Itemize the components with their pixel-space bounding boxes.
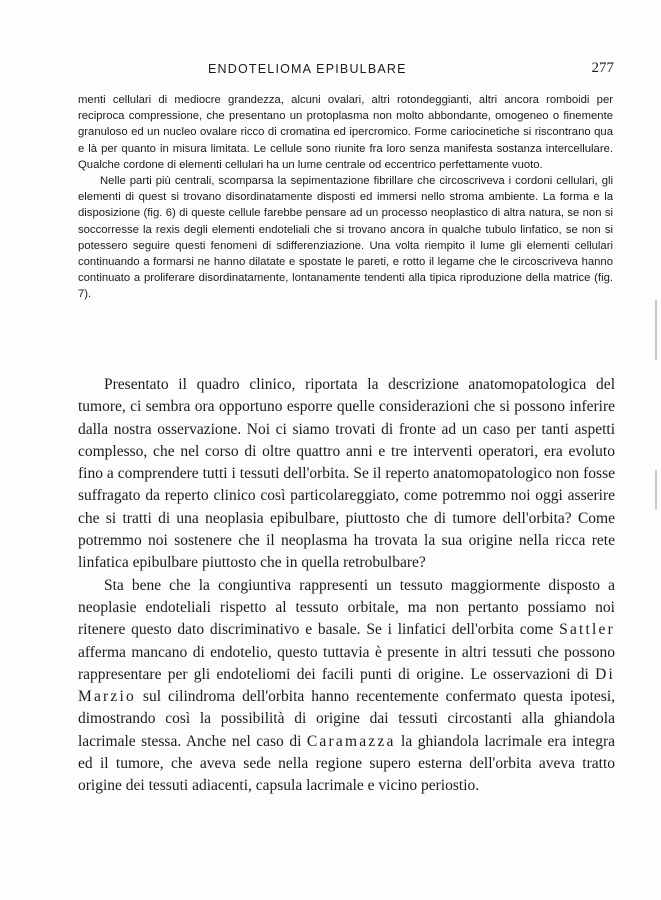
- body-paragraph: [78, 575, 615, 798]
- author-name: Caramazza: [306, 732, 396, 750]
- small-paragraph: menti cellulari di mediocre grandezza, alcuni ovalari, altri rotondeggianti, altri ancora romboidi per reciproca compressione, che presentano un protoplasma non molto abbondante, omogeneo o finemente granuloso ed un nucleo ovalare ricco di cromatina ed ipercromico. Forme cariocinetiche si riscontrano qua e là per quanto in misura limitata. Le cellule sono riunite fra loro senza manifesta sostanza intercellulare. Qualche cordone di elementi cellulari ha un lume centrale od eccentrico perfettamente vuoto.: [78, 94, 613, 171]
- body-text-run: la ghiandola lacrimale era integra ed il tumore, che aveva sede nella regione supero esterna dell'orbita aveva tratto origine dei tessuti adiacenti, capsula lacrimale e vicino periostio.: [78, 732, 615, 795]
- body-text-run: sul cilindroma dell'orbita hanno recentemente confermato questa ipotesi, dimostrando così la possibilità di origine dai tessuti circostanti alla ghiandola lacrimale stessa. Anche nel caso di: [78, 688, 615, 750]
- author-name: Sattler: [559, 621, 615, 639]
- small-paragraph: Nelle parti più centrali, scomparsa la sepimentazione fibrillare che circoscriveva i cordoni cellulari, gli elementi di quest si trovano disordinatamente disposti ed immersi nello stroma ambiente. La forma e la disposizione (fig. 6) di queste cellule farebbe pensare ad un processo neoplastico di altra natura, se non si soccorresse la rexis degli elementi endoteliali che si trovano ancora in qualche tubulo linfatico, se non si potessero seguire questi fenomeni di sdifferenziazione. Una volta riempito il lume gli elementi cellulari continuando a formarsi ne hanno dilatate e spostate le pareti, e rotto il legame che le circoscriveva hanno continuato a proliferare disordinatamente, lontanamente tendenti alla tipica riproduzione della matrice (fig. 7).: [78, 175, 613, 301]
- body-paragraph: Presentato il quadro clinico, riportata la descrizione anatomopatologica del tumore, ci sembra ora opportuno esporre quelle considerazioni che si possono inferire dalla nostra osservazione. Noi ci siamo trovati di fronte ad un caso per tanti aspetti complesso, che nel corso di oltre quattro anni e tre interventi operatori, era evoluto fino a comprendere tutti i tessuti dell'orbita. Se il reperto anatomopatologico non fosse suffragato da reperto clinico così particolareggiato, come potremmo noi oggi asserire che si tratti di una neoplasia epibulbare, piuttosto che di tumore dell'orbita? Come potremmo noi sostenere che il neoplasma ha trovata la sua origine nella ricca rete linfatica epibulbare piuttosto che in quella retrobulbare?: [78, 376, 615, 572]
- body-text-run: afferma mancano di endotelio, questo tuttavia è presente in altri tessuti che possono rappresentare per gli endoteliomi dei facili punti di origine. Le osservazioni di: [78, 643, 615, 683]
- page-number: 277: [591, 60, 614, 76]
- page-header: [78, 60, 616, 80]
- scan-edge-shadow: [655, 300, 657, 360]
- main-text-section: [78, 374, 615, 798]
- body-text-run: Sta bene che la congiuntiva rappresenti un tessuto maggiormente disposto a neoplasie endoteliali rispetto al tessuto orbitale, ma non pertanto possiamo noi ritenere questo dato discriminativo e basale. Se i linfatici dell'orbita come: [78, 576, 615, 639]
- author-name: Di Marzio: [78, 665, 615, 706]
- running-title: ENDOTELIOMA EPIBULBARE: [208, 62, 407, 76]
- scan-edge-shadow: [655, 470, 657, 510]
- small-print-section: [78, 92, 613, 303]
